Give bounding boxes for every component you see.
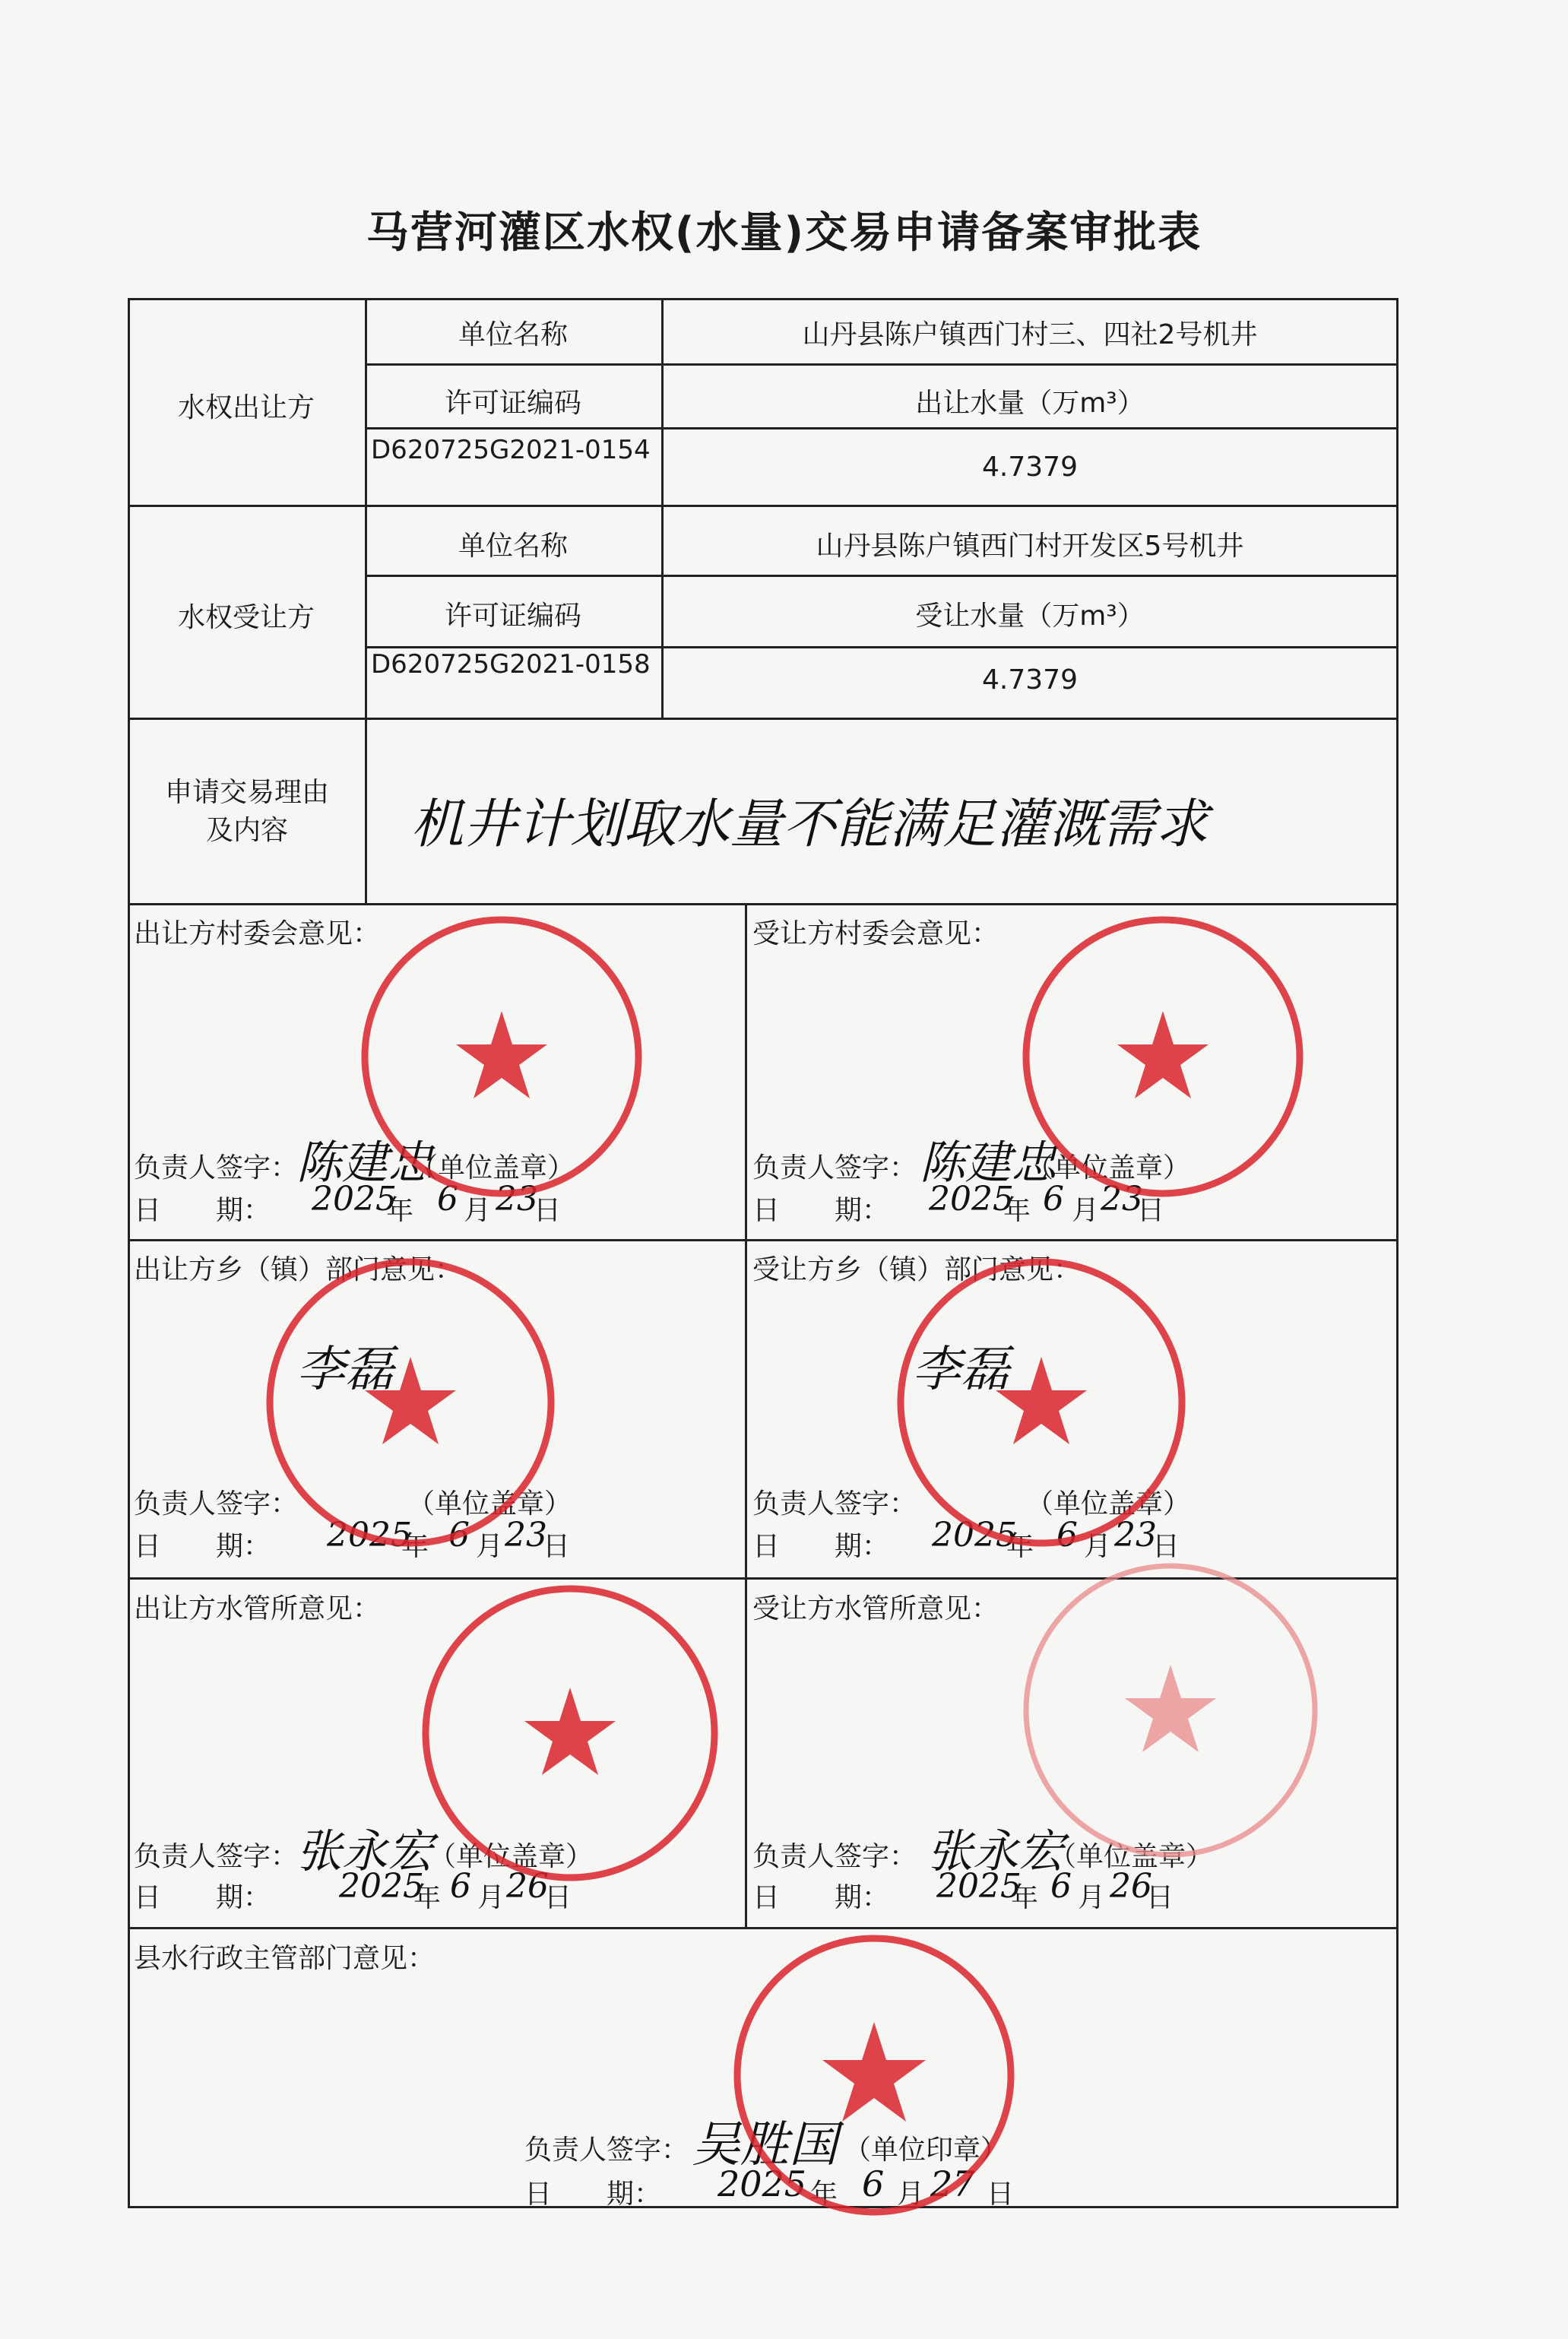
county-heading: 县水行政主管部门意见： bbox=[134, 1943, 436, 1974]
page-title: 马营河灌区水权(水量)交易申请备案审批表 bbox=[366, 208, 1202, 258]
water-in-year-label: 年 bbox=[1011, 1882, 1039, 1913]
reason-handwritten-text: 机井计划取水量不能满足灌溉需求 bbox=[410, 793, 1208, 855]
village-in-day: 23 bbox=[1101, 1180, 1143, 1219]
water-out-signer-label: 负责人签字： bbox=[134, 1841, 299, 1872]
town-in-signature: 李磊 bbox=[912, 1342, 1009, 1398]
town-in-signer-label: 负责人签字： bbox=[752, 1488, 917, 1520]
town-out-seal-label: （单位盖章） bbox=[407, 1488, 572, 1520]
village-out-month-label: 月 bbox=[464, 1195, 492, 1226]
village-in-seal-label: （单位盖章） bbox=[1026, 1152, 1191, 1184]
county-seal-label: （单位印章） bbox=[844, 2135, 1009, 2166]
stamp-county bbox=[722, 1923, 1026, 2227]
water-out-year-label: 年 bbox=[413, 1882, 442, 1913]
water-in-day-label: 日 bbox=[1146, 1882, 1174, 1913]
village-in-signer-label: 负责人签字： bbox=[752, 1152, 917, 1184]
village-in-signature: 陈建忠 bbox=[920, 1136, 1056, 1190]
transferee-label: 水权受让方 bbox=[177, 602, 315, 633]
town-out-year: 2025 bbox=[327, 1516, 412, 1555]
stamp-town-out bbox=[258, 1250, 562, 1555]
town-out-year-label: 年 bbox=[401, 1531, 429, 1562]
water-out-month-label: 月 bbox=[477, 1882, 505, 1913]
town-out-month-label: 月 bbox=[476, 1531, 504, 1562]
water-in-month-label: 月 bbox=[1078, 1882, 1106, 1913]
stamp-water-out bbox=[410, 1574, 730, 1893]
village-in-month: 6 bbox=[1043, 1180, 1064, 1219]
village-out-signature: 陈建忠 bbox=[296, 1136, 433, 1190]
village-out-year-label: 年 bbox=[386, 1195, 414, 1226]
village-in-day-label: 日 bbox=[1137, 1195, 1165, 1226]
water-out-date-label: 日 期： bbox=[134, 1882, 271, 1913]
town-in-month-label: 月 bbox=[1084, 1531, 1112, 1562]
transferor-volume-label: 出让水量（万m³） bbox=[915, 388, 1145, 419]
county-day-label: 日 bbox=[987, 2179, 1015, 2210]
village-out-year: 2025 bbox=[312, 1180, 397, 1219]
transferee-volume: 4.7379 bbox=[982, 664, 1078, 696]
town-in-day: 23 bbox=[1114, 1516, 1157, 1555]
county-year-label: 年 bbox=[810, 2179, 838, 2210]
county-year: 2025 bbox=[717, 2163, 807, 2204]
water-in-signature: 张永宏 bbox=[927, 1825, 1064, 1878]
town-in-day-label: 日 bbox=[1152, 1531, 1180, 1562]
water-out-month: 6 bbox=[450, 1867, 471, 1906]
county-month-label: 月 bbox=[897, 2179, 925, 2210]
town-in-heading: 受让方乡（镇）部门意见： bbox=[752, 1254, 1082, 1285]
town-in-seal-label: （单位盖章） bbox=[1026, 1488, 1191, 1520]
village-out-date-label: 日 期： bbox=[134, 1195, 271, 1226]
town-out-heading: 出让方乡（镇）部门意见： bbox=[134, 1254, 463, 1285]
village-out-signer-label: 负责人签字： bbox=[134, 1152, 299, 1184]
water-out-heading: 出让方水管所意见： bbox=[134, 1593, 381, 1624]
county-signature: 吴胜国 bbox=[692, 2117, 838, 2173]
county-date-label: 日 期： bbox=[524, 2179, 662, 2210]
county-day: 27 bbox=[930, 2163, 975, 2204]
stamp-village-out bbox=[350, 905, 654, 1209]
village-in-heading: 受让方村委会意见： bbox=[752, 918, 999, 949]
village-in-date-label: 日 期： bbox=[752, 1195, 890, 1226]
village-in-month-label: 月 bbox=[1072, 1195, 1100, 1226]
town-out-month: 6 bbox=[448, 1516, 470, 1555]
town-out-signer-label: 负责人签字： bbox=[134, 1488, 299, 1520]
water-out-day: 26 bbox=[506, 1867, 549, 1906]
transferee-unit-name: 山丹县陈户镇西门村开发区5号机井 bbox=[816, 531, 1244, 562]
transferor-permit-label: 许可证编码 bbox=[444, 388, 581, 419]
transferor-volume: 4.7379 bbox=[982, 452, 1078, 483]
transferor-unit-name: 山丹县陈户镇西门村三、四社2号机井 bbox=[802, 319, 1258, 350]
town-out-date-label: 日 期： bbox=[134, 1531, 271, 1562]
transferee-volume-label: 受让水量（万m³） bbox=[915, 601, 1145, 632]
water-in-year: 2025 bbox=[936, 1867, 1022, 1906]
transferor-unit-name-label: 单位名称 bbox=[458, 319, 568, 350]
town-out-signature: 李磊 bbox=[296, 1342, 394, 1398]
stamp-town-in bbox=[889, 1250, 1193, 1555]
village-in-year: 2025 bbox=[929, 1180, 1014, 1219]
village-out-heading: 出让方村委会意见： bbox=[134, 918, 381, 949]
water-in-date-label: 日 期： bbox=[752, 1882, 890, 1913]
transferor-label: 水权出让方 bbox=[177, 392, 315, 423]
water-out-seal-label: （单位盖章） bbox=[429, 1841, 594, 1872]
water-in-signer-label: 负责人签字： bbox=[752, 1841, 917, 1872]
stamp-water-in bbox=[1011, 1551, 1330, 1870]
town-out-day: 23 bbox=[505, 1516, 547, 1555]
town-out-day-label: 日 bbox=[543, 1531, 571, 1562]
water-out-year: 2025 bbox=[339, 1867, 424, 1906]
town-in-year-label: 年 bbox=[1006, 1531, 1034, 1562]
transferee-permit-no: D620725G2021-0158 bbox=[371, 649, 651, 680]
water-out-day-label: 日 bbox=[544, 1882, 572, 1913]
water-out-signature: 张永宏 bbox=[296, 1825, 433, 1878]
county-signer-label: 负责人签字： bbox=[524, 2135, 689, 2166]
village-out-day: 23 bbox=[496, 1180, 538, 1219]
town-in-date-label: 日 期： bbox=[752, 1531, 890, 1562]
reason-label: 申请交易理由及内容 bbox=[164, 777, 329, 846]
village-out-day-label: 日 bbox=[534, 1195, 562, 1226]
water-in-month: 6 bbox=[1050, 1867, 1072, 1906]
water-in-day: 26 bbox=[1110, 1867, 1152, 1906]
town-in-month: 6 bbox=[1056, 1516, 1078, 1555]
village-out-month: 6 bbox=[437, 1180, 458, 1219]
stamp-village-in bbox=[1011, 905, 1315, 1209]
transferee-unit-name-label: 单位名称 bbox=[458, 531, 568, 562]
transferee-permit-label: 许可证编码 bbox=[444, 601, 581, 632]
town-in-year: 2025 bbox=[932, 1516, 1017, 1555]
water-in-heading: 受让方水管所意见： bbox=[752, 1593, 999, 1624]
county-month: 6 bbox=[862, 2163, 885, 2204]
village-out-seal-label: （单位盖章） bbox=[410, 1152, 575, 1184]
transferor-permit-no: D620725G2021-0154 bbox=[371, 435, 651, 465]
village-in-year-label: 年 bbox=[1003, 1195, 1031, 1226]
water-in-seal-label: （单位盖章） bbox=[1049, 1841, 1214, 1872]
